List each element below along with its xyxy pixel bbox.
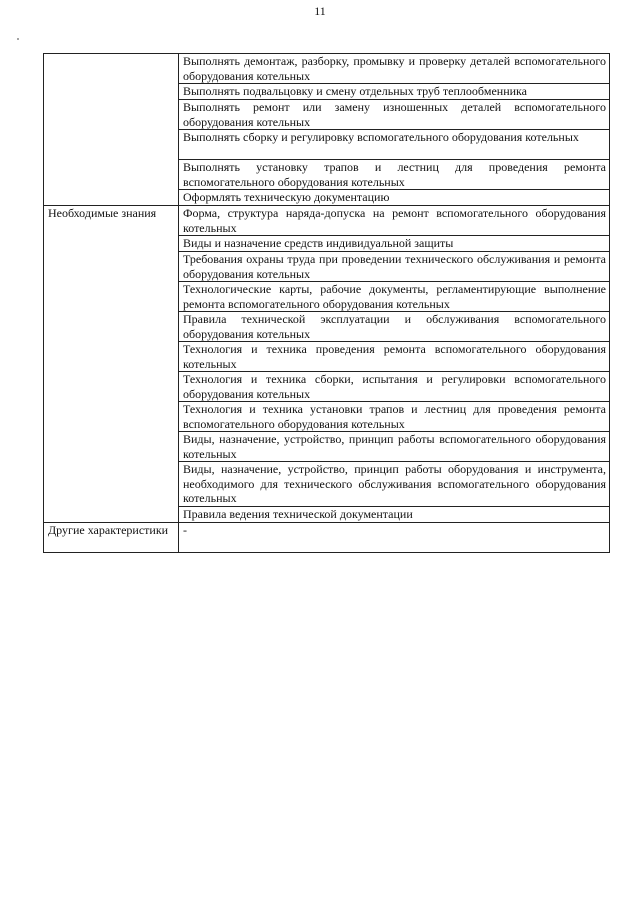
row-label-actions xyxy=(44,54,179,206)
table-row xyxy=(44,54,610,84)
table-row xyxy=(44,523,610,553)
table-cell: Требования охраны труда при проведении технического обслуживания и ремонта оборудования котельных xyxy=(179,252,610,282)
table-cell: Выполнять подвальцовку и смену отдельных труб теплообменника xyxy=(179,84,610,100)
table-cell: Виды и назначение средств индивидуальной защиты xyxy=(179,236,610,252)
table-cell: Выполнять ремонт или замену изношенных деталей вспомогательного оборудования котельных xyxy=(179,100,610,130)
table-cell: Виды, назначение, устройство, принцип работы вспомогательного оборудования котельных xyxy=(179,432,610,462)
table-cell: - xyxy=(179,523,610,553)
scan-speck xyxy=(17,38,19,40)
table-cell: Технология и техника сборки, испытания и регулировки вспомогательного оборудования котельных xyxy=(179,372,610,402)
table-cell: Форма, структура наряда-допуска на ремонт вспомогательного оборудования котельных xyxy=(179,206,610,236)
table-cell: Выполнять установку трапов и лестниц для проведения ремонта вспомогательного оборудования котельных xyxy=(179,160,610,190)
table-cell: Технология и техника установки трапов и лестниц для проведения ремонта вспомогательного оборудования котельных xyxy=(179,402,610,432)
row-label-other: Другие характеристики xyxy=(44,523,179,553)
table-cell: Выполнять сборку и регулировку вспомогательного оборудования котельных xyxy=(179,130,610,160)
page-number: 11 xyxy=(314,4,326,18)
table-cell: Оформлять техническую документацию xyxy=(179,190,610,206)
table-cell: Правила технической эксплуатации и обслуживания вспомогательного оборудования котельных xyxy=(179,312,610,342)
table-cell: Правила ведения технической документации xyxy=(179,507,610,523)
table-cell: Технология и техника проведения ремонта вспомогательного оборудования котельных xyxy=(179,342,610,372)
table-cell: Технологические карты, рабочие документы, регламентирующие выполнение ремонта вспомогательного оборудования котельных xyxy=(179,282,610,312)
table-cell: Выполнять демонтаж, разборку, промывку и проверку деталей вспомогательного оборудования котельных xyxy=(179,54,610,84)
table-row xyxy=(44,206,610,236)
table-cell: Виды, назначение, устройство, принцип работы оборудования и инструмента, необходимого для технического обслуживания вспомогательного оборудования котельных xyxy=(179,462,610,507)
row-label-knowledge: Необходимые знания xyxy=(44,206,179,523)
competency-table xyxy=(43,53,610,553)
